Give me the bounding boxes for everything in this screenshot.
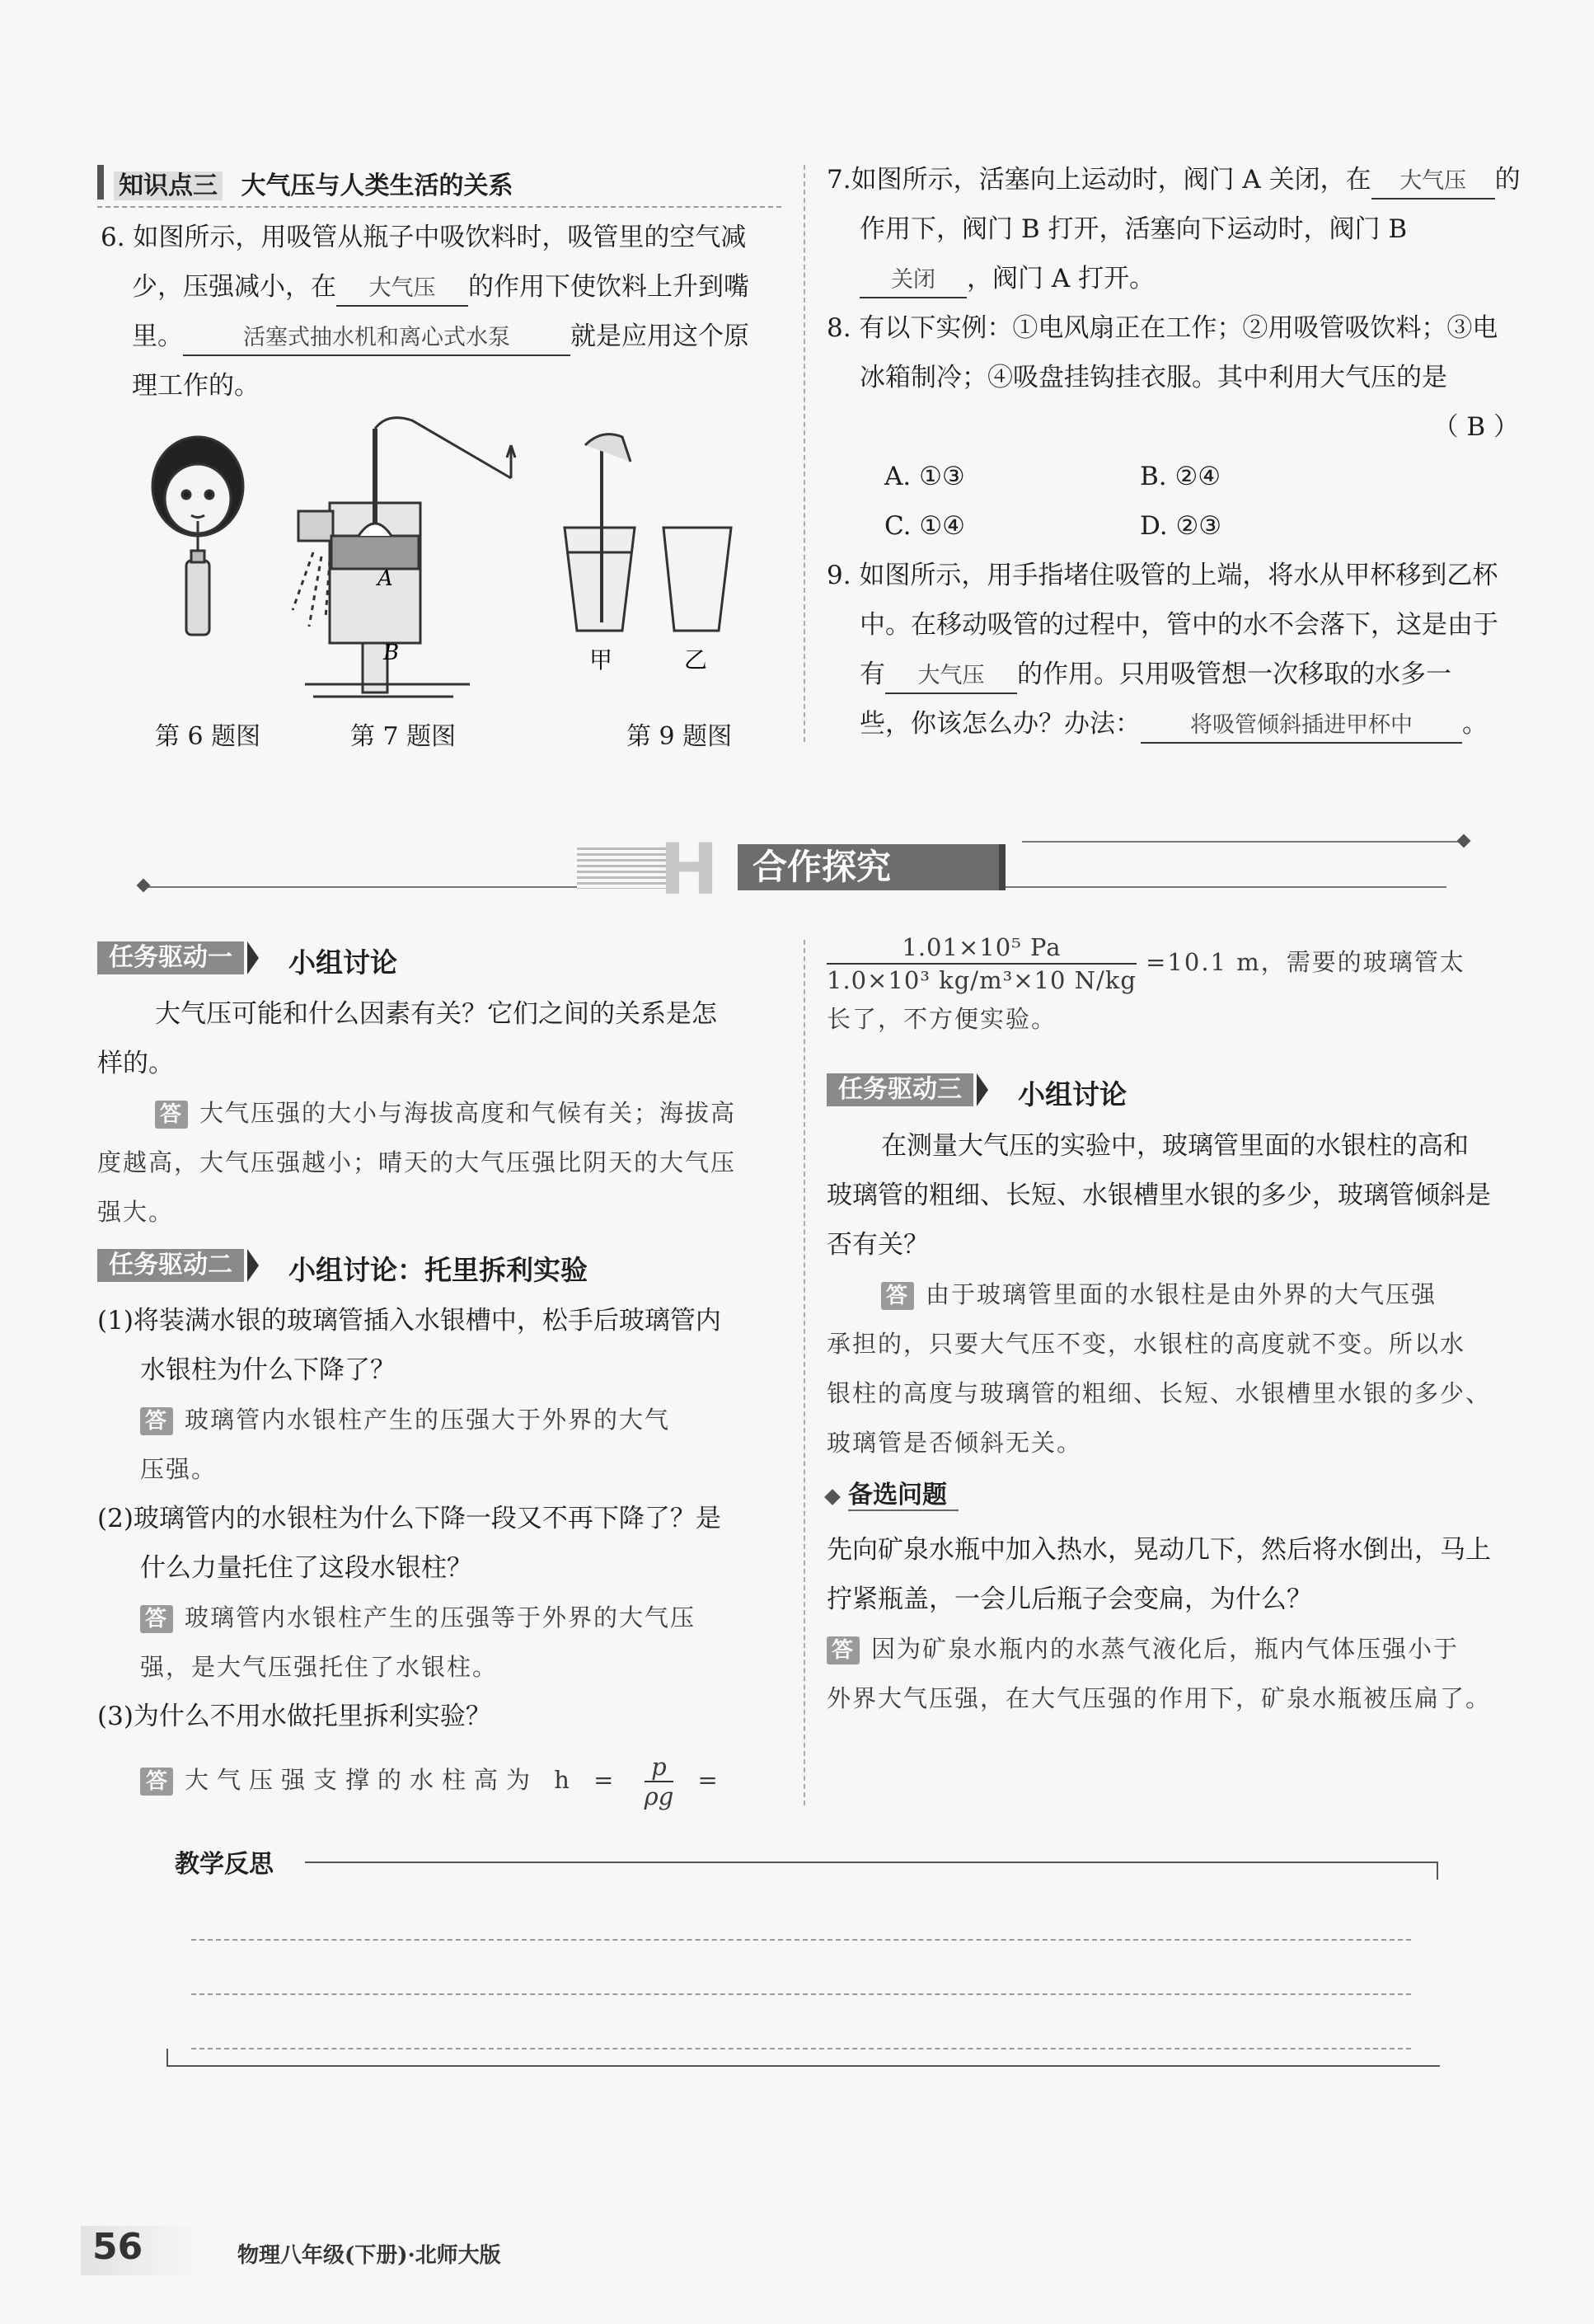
fig9-caption: 第 9 题图 <box>626 722 733 751</box>
banner-box <box>577 829 1006 911</box>
backup-title: 备选问题 <box>848 1481 959 1511</box>
reflection-right-tick <box>1437 1862 1438 1880</box>
q6-line1: 6. 如图所示，用吸管从瓶子中吸饮料时，吸管里的空气减 <box>101 223 747 252</box>
banner-line-right <box>1022 841 1467 843</box>
banner-diamond-left <box>137 879 151 893</box>
question-8 <box>827 303 1535 551</box>
column-divider-top <box>804 165 805 742</box>
q9-line4: 些，你该怎么办？办法： 将吸管倾斜插进甲杯中 。 <box>827 699 1535 749</box>
task1-body <box>97 989 790 1237</box>
task1-answer-line2: 度越高，大气压强越小；晴天的大气压强比阴天的大气压 <box>97 1148 737 1176</box>
q8-option-a: A. ①③ <box>884 462 965 491</box>
task3-body <box>827 1121 1535 1467</box>
backup-answer-line2: 外界大气压强，在大气压强的作用下，矿泉水瓶被压扁了。 <box>827 1684 1492 1712</box>
section-marker <box>97 165 104 200</box>
answer-badge: 答 <box>827 1636 860 1664</box>
q6-answer-blank-2: 活塞式抽水机和离心式水泵 <box>183 322 570 356</box>
backup-body <box>827 1525 1535 1723</box>
question-9 <box>827 551 1535 749</box>
q8-options-row1 <box>827 452 1535 501</box>
question-6 <box>101 213 793 411</box>
task1-question-line2: 样的。 <box>97 1049 174 1078</box>
calc-tail: 长了，不方便实验。 <box>827 1005 1057 1033</box>
q8-option-c: C. ①④ <box>884 511 965 541</box>
column-divider-bottom <box>804 940 805 1805</box>
backup-answer-line1: 答 因为矿泉水瓶内的水蒸气液化后，瓶内气体压强小于 <box>827 1624 1535 1674</box>
task2-q2-line1: (2)玻璃管内的水银柱为什么下降一段又不再下降了？是 <box>97 1504 721 1533</box>
q6-line4: 理工作的。 <box>132 371 260 401</box>
diamond-icon <box>824 1489 841 1505</box>
backup-question-line1: 先向矿泉水瓶中加入热水，晃动几下，然后将水倒出，马上 <box>827 1535 1491 1565</box>
book-title: 物理八年级(下册)·北师大版 <box>237 2243 501 2268</box>
q9-line1: 9. 如图所示，用手指堵住吸管的上端，将水从甲杯移到乙杯 <box>827 561 1498 590</box>
fraction-numerator: p <box>645 1753 674 1782</box>
task3-question-line2: 玻璃管的粗细、长短、水银槽里水银的多少，玻璃管倾斜是 <box>827 1181 1491 1210</box>
task3-answer-line4: 玻璃管是否倾斜无关。 <box>827 1429 1083 1457</box>
task3-answer-line2: 承担的，只要大气压不变，水银柱的高度就不变。所以水 <box>827 1330 1466 1358</box>
section-heading <box>114 165 513 201</box>
q9-answer-blank-2: 将吸管倾斜插进甲杯中 <box>1141 709 1462 744</box>
task2-q1-line1: (1)将装满水银的玻璃管插入水银槽中，松手后玻璃管内 <box>97 1306 721 1336</box>
q7-line3: 关闭 ，阀门 A 打开。 <box>827 254 1535 303</box>
task3-question-line3: 否有关？ <box>827 1230 929 1260</box>
reflection-title: 教学反思 <box>175 1850 274 1879</box>
answer-badge: 答 <box>155 1101 188 1129</box>
question-7 <box>827 155 1535 303</box>
task3-question-line1: 在测量大气压的实验中，玻璃管里面的水银柱的高和 <box>881 1131 1469 1161</box>
q6-line3: 里。 活塞式抽水机和离心式水泵 就是应用这个原 <box>101 312 793 361</box>
task2-q3: (3)为什么不用水做托里拆利实验？ <box>97 1702 491 1731</box>
reflection-bottom-rule <box>166 2065 1440 2067</box>
task2-a1-line1: 答 玻璃管内水银柱产生的压强大于外界的大气 <box>97 1395 790 1444</box>
q9-line2: 中。在移动吸管的过程中，管中的水不会落下，这是由于 <box>860 610 1498 640</box>
q8-options-row2 <box>827 501 1535 551</box>
answer-badge: 答 <box>881 1282 914 1310</box>
banner-title: 合作探究 <box>738 844 1000 890</box>
fig6-girl-drinking <box>152 437 243 635</box>
task2-a1-line2: 压强。 <box>140 1455 218 1483</box>
q9-line3: 有 大气压 的作用。只用吸管想一次移取的水多一 <box>827 650 1535 699</box>
calc-fraction <box>827 932 1137 996</box>
q8-option-b: B. ②④ <box>1140 462 1221 491</box>
banner-stripes <box>577 847 668 889</box>
fig7-piston-pump <box>293 418 515 697</box>
section-tag: 知识点三 <box>114 171 223 200</box>
reflection-top-rule <box>305 1862 1438 1863</box>
reflection-line-1 <box>191 1939 1411 1941</box>
q7-answer-blank-1: 大气压 <box>1371 165 1495 200</box>
calc-result: =10.1 m，需要的玻璃管太 <box>1146 948 1465 976</box>
task1-answer-line1: 答 大气压强的大小与海拔高度和气候有关；海拔高 <box>97 1088 790 1138</box>
task2-a2-line2: 强，是大气压强托住了水银柱。 <box>140 1653 499 1681</box>
calc-numerator: 1.01×10⁵ Pa <box>827 932 1137 965</box>
q7-line1: 7.如图所示，活塞向上运动时，阀门 A 关闭，在 大气压 的 <box>827 155 1535 204</box>
task2-title: 小组讨论：托里拆利实验 <box>288 1254 588 1286</box>
task1-tag: 任务驱动一 <box>97 941 244 974</box>
calc-denominator: 1.0×10³ kg/m³×10 N/kg <box>827 966 1137 994</box>
answer-badge: 答 <box>140 1768 173 1796</box>
task3-tag: 任务驱动三 <box>827 1073 973 1106</box>
banner-letter: H <box>659 829 719 911</box>
q8-answer: （ B ） <box>1432 412 1519 442</box>
banner-end-bar <box>999 844 1006 890</box>
reflection-left-tick <box>166 2049 168 2067</box>
task3-title: 小组讨论 <box>1018 1078 1127 1110</box>
task1-answer-line3: 强大。 <box>97 1198 175 1226</box>
task2-q1-line2: 水银柱为什么下降了？ <box>140 1355 396 1385</box>
fig7-label-b: B <box>383 641 400 665</box>
q8-option-d: D. ②③ <box>1140 511 1222 541</box>
figures-illustration <box>124 412 783 709</box>
q7-line2: 作用下，阀门 B 打开，活塞向下运动时，阀门 B <box>860 214 1408 244</box>
q9-answer-blank-1: 大气压 <box>885 660 1017 694</box>
fig9-cups <box>565 434 731 631</box>
q8-line2: 冰箱制冷；④吸盘挂钩挂衣服。其中利用大气压的是 <box>860 363 1447 392</box>
fraction-denominator: ρg <box>644 1782 674 1810</box>
answer-badge: 答 <box>140 1605 173 1633</box>
backup-question-line2: 拧紧瓶盖，一会儿后瓶子会变扁，为什么？ <box>827 1585 1312 1614</box>
reflection-line-3 <box>191 2048 1411 2049</box>
task2-a3: 答 大气压强支撑的水柱高为 h = $\frac{p}{\rho g}$ = <box>97 1753 790 1810</box>
section-title: 大气压与人类生活的关系 <box>241 171 513 200</box>
backup-heading <box>827 1474 959 1510</box>
task2-fraction <box>645 1753 674 1810</box>
fig9-cup-jia: 甲 <box>589 646 613 674</box>
task1-title: 小组讨论 <box>288 946 397 979</box>
fig6-caption: 第 6 题图 <box>155 722 261 751</box>
task2-q2-line2: 什么力量托住了这段水银柱？ <box>140 1553 472 1583</box>
banner-diamond-right <box>1457 834 1471 848</box>
reflection-line-2 <box>191 1993 1411 1995</box>
fig7-caption: 第 7 题图 <box>350 722 457 751</box>
q7-answer-blank-2: 关闭 <box>860 264 967 298</box>
fig7-label-a: A <box>377 566 393 591</box>
q8-line1: 8. 有以下实例：①电风扇正在工作；②用吸管吸饮料；③电 <box>827 313 1498 343</box>
page-number: 56 <box>92 2226 143 2268</box>
task2-a2-line1: 答 玻璃管内水银柱产生的压强等于外界的大气压 <box>97 1593 790 1642</box>
task2-calculation <box>827 932 1535 1042</box>
task2-body <box>97 1296 790 1810</box>
fig9-cup-yi: 乙 <box>684 646 708 674</box>
task3-answer-line1: 答 由于玻璃管里面的水银柱是由外界的大气压强 <box>827 1270 1535 1319</box>
task3-answer-line3: 银柱的高度与玻璃管的粗细、长短、水银槽里水银的多少、 <box>827 1379 1492 1407</box>
task1-question-line1: 大气压可能和什么因素有关？它们之间的关系是怎 <box>155 999 717 1029</box>
answer-badge: 答 <box>140 1407 173 1435</box>
q6-line2: 少，压强减小，在 大气压 的作用下使饮料上升到嘴 <box>101 262 793 312</box>
q6-answer-blank-1: 大气压 <box>336 272 468 307</box>
task2-tag: 任务驱动二 <box>97 1249 244 1282</box>
section-divider <box>97 206 781 208</box>
